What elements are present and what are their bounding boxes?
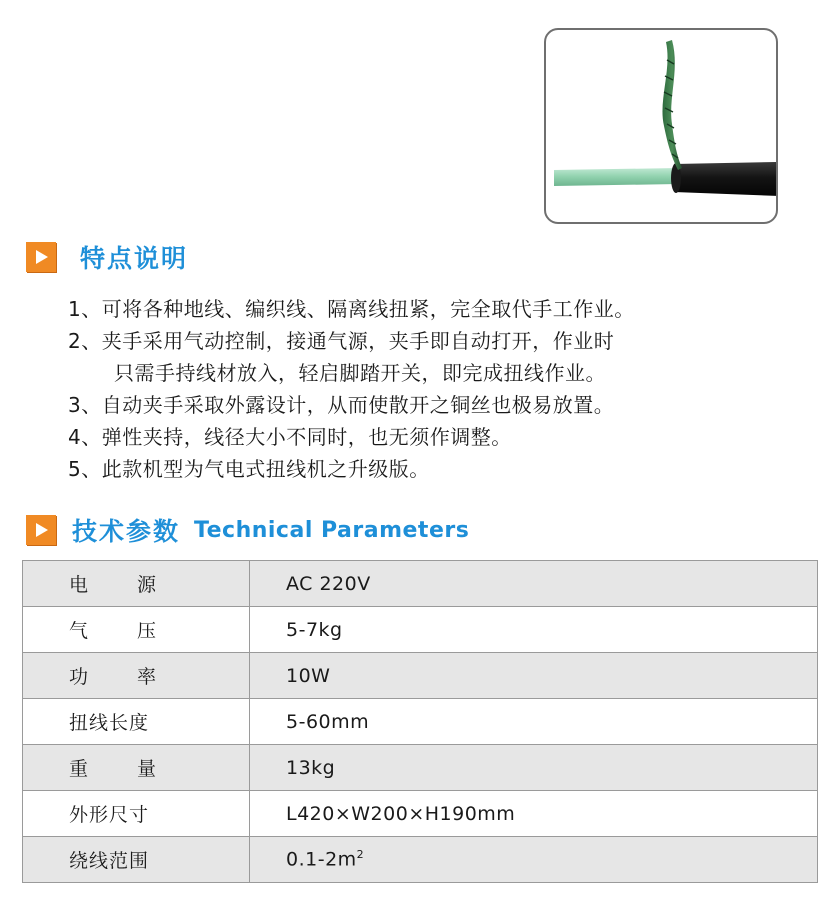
feature-text: 夹手采用气动控制，接通气源，夹手即自动打开，作业时 (101, 329, 615, 353)
feature-number: 4、 (68, 425, 102, 449)
feature-item (68, 421, 808, 453)
product-photo (544, 28, 778, 224)
table-row (23, 837, 818, 883)
params-title-en: Technical Parameters (194, 517, 470, 543)
feature-text-continued: 只需手持线材放入，轻启脚踏开关，即完成扭线作业。 (114, 361, 606, 385)
play-arrow-icon (26, 515, 56, 545)
table-row (23, 607, 818, 653)
param-value: 5-60mm (250, 699, 818, 745)
feature-number: 2、 (68, 329, 102, 353)
param-value: L420×W200×H190mm (250, 791, 818, 837)
table-row (23, 653, 818, 699)
param-name: 电 源 (23, 561, 250, 607)
feature-item (68, 325, 808, 389)
feature-item (68, 453, 808, 485)
feature-number: 3、 (68, 393, 102, 417)
feature-text: 可将各种地线、编织线、隔离线扭紧，完全取代手工作业。 (101, 297, 635, 321)
feature-number: 5、 (68, 457, 102, 481)
param-value: AC 220V (250, 561, 818, 607)
feature-item (68, 389, 808, 421)
feature-text: 弹性夹持，线径大小不同时，也无须作调整。 (101, 425, 512, 449)
param-name: 气 压 (23, 607, 250, 653)
feature-item (68, 293, 808, 325)
feature-text: 此款机型为气电式扭线机之升级版。 (101, 457, 430, 481)
twisted-wire-illustration (546, 30, 778, 224)
params-header (26, 513, 469, 547)
features-list (68, 293, 808, 485)
param-value: 5-7kg (250, 607, 818, 653)
params-title: 技术参数 (72, 517, 181, 546)
table-row (23, 791, 818, 837)
param-name: 功 率 (23, 653, 250, 699)
feature-text: 自动夹手采取外露设计，从而使散开之铜丝也极易放置。 (101, 393, 615, 417)
param-name: 扭线长度 (23, 699, 250, 745)
table-row (23, 745, 818, 791)
play-arrow-icon (26, 242, 56, 272)
param-value: $0.1-2m^2$ (250, 837, 818, 883)
param-value: 10W (250, 653, 818, 699)
spec-table (22, 560, 818, 883)
param-name: 重 量 (23, 745, 250, 791)
param-name: 外形尺寸 (23, 791, 250, 837)
table-row (23, 699, 818, 745)
table-row (23, 561, 818, 607)
features-title: 特点说明 (80, 244, 189, 273)
param-name: 绕线范围 (23, 837, 250, 883)
param-value: 13kg (250, 745, 818, 791)
features-header (26, 240, 188, 274)
feature-number: 1、 (68, 297, 102, 321)
